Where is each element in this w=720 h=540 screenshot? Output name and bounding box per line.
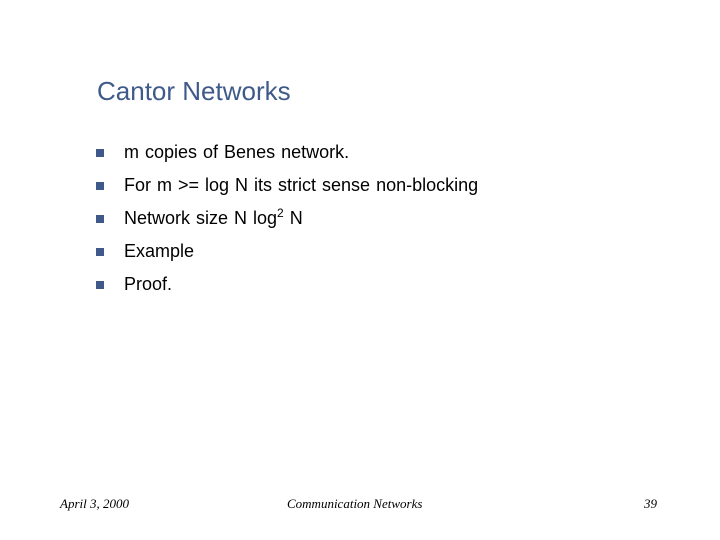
superscript-exponent: 2 (277, 206, 284, 220)
bullet-text (124, 208, 303, 229)
square-bullet-icon (96, 149, 104, 157)
bullet-item (96, 235, 478, 268)
bullet-item (96, 268, 478, 301)
footer-date: April 3, 2000 (60, 496, 129, 511)
bullet-item (96, 169, 478, 202)
bullet-text: m copies of Benes network. (124, 142, 350, 162)
footer-title: Communication Networks (287, 496, 423, 511)
bullet-text: Example (124, 241, 195, 261)
bullet-text-tail: N (283, 208, 303, 228)
square-bullet-icon (96, 248, 104, 256)
bullet-item (96, 202, 478, 235)
square-bullet-icon (96, 182, 104, 190)
bullet-text: For m >= log N its strict sense non-blocking (124, 175, 479, 195)
page-number: 39 (644, 496, 657, 511)
square-bullet-icon (96, 281, 104, 289)
bullet-text-main: Network size N log (124, 208, 278, 228)
bullet-item (96, 136, 478, 169)
slide-title: Cantor Networks (97, 76, 291, 106)
square-bullet-icon (96, 215, 104, 223)
bullet-text: Proof. (124, 274, 173, 294)
bullet-list (96, 136, 478, 301)
